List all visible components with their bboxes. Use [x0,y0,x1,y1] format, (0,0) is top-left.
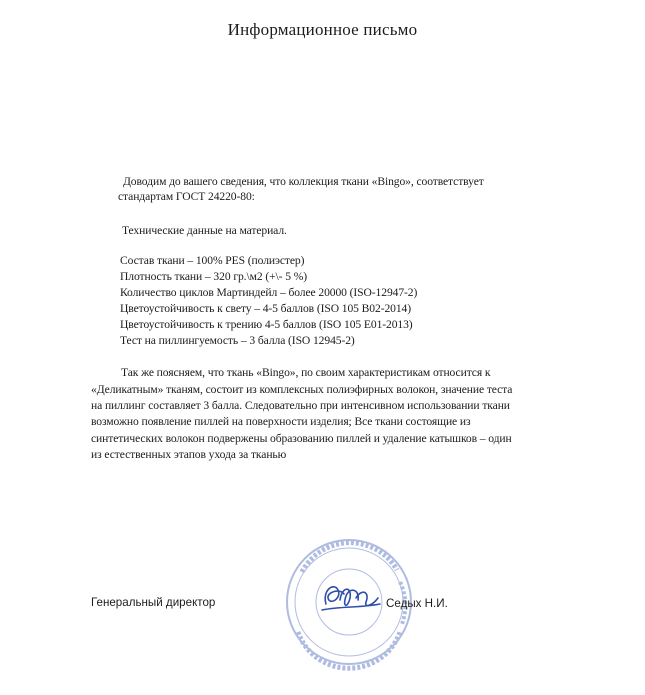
intro-line-2: стандартам ГОСТ 24220-80: [118,190,255,203]
explanation-line-2: «Деликатным» тканям, состоит из комплексных полиэфирных волокон, значение теста [91,383,513,396]
intro-line-1: Доводим до вашего сведения, что коллекция ткани «Bingo», соответствует [123,175,484,188]
handwritten-signature-icon [322,587,380,610]
signature-name: Седых Н.И. [386,597,448,610]
spec-martindale: Количество циклов Мартиндейл – более 20000 (ISO-12947-2) [120,286,418,299]
spec-lightfastness: Цветоустойчивость к свету – 4-5 баллов (ISO 105 B02-2014) [120,302,412,315]
spec-density: Плотность ткани – 320 гр.\м2 (+\- 5 %) [120,270,308,283]
explanation-line-4: возможно появление пиллей на поверхности изделия; Все ткани состоящие из [91,415,471,428]
document-title: Информационное письмо [227,20,418,39]
tech-heading: Технические данные на материал. [122,224,287,237]
explanation-line-3: на пиллинг составляет 3 балла. Следовательно при интенсивном использовании ткани [91,399,510,412]
spec-pilling: Тест на пиллингуемость – 3 балла (ISO 12945-2) [120,334,355,347]
explanation-line-6: из естественных этапов ухода за тканью [91,448,287,461]
explanation-line-5: синтетических волокон подвержены образованию пиллей и удаление катышков – один [91,432,512,445]
spec-composition: Состав ткани – 100% PES (полиэстер) [120,254,305,267]
explanation-line-1: Так же поясняем, что ткань «Bingo», по своим характеристикам относится к [121,366,491,379]
spec-rubfastness: Цветоустойчивость к трению 4-5 баллов (ISO 105 E01-2013) [120,318,413,331]
signature-role: Генеральный директор [91,596,216,609]
